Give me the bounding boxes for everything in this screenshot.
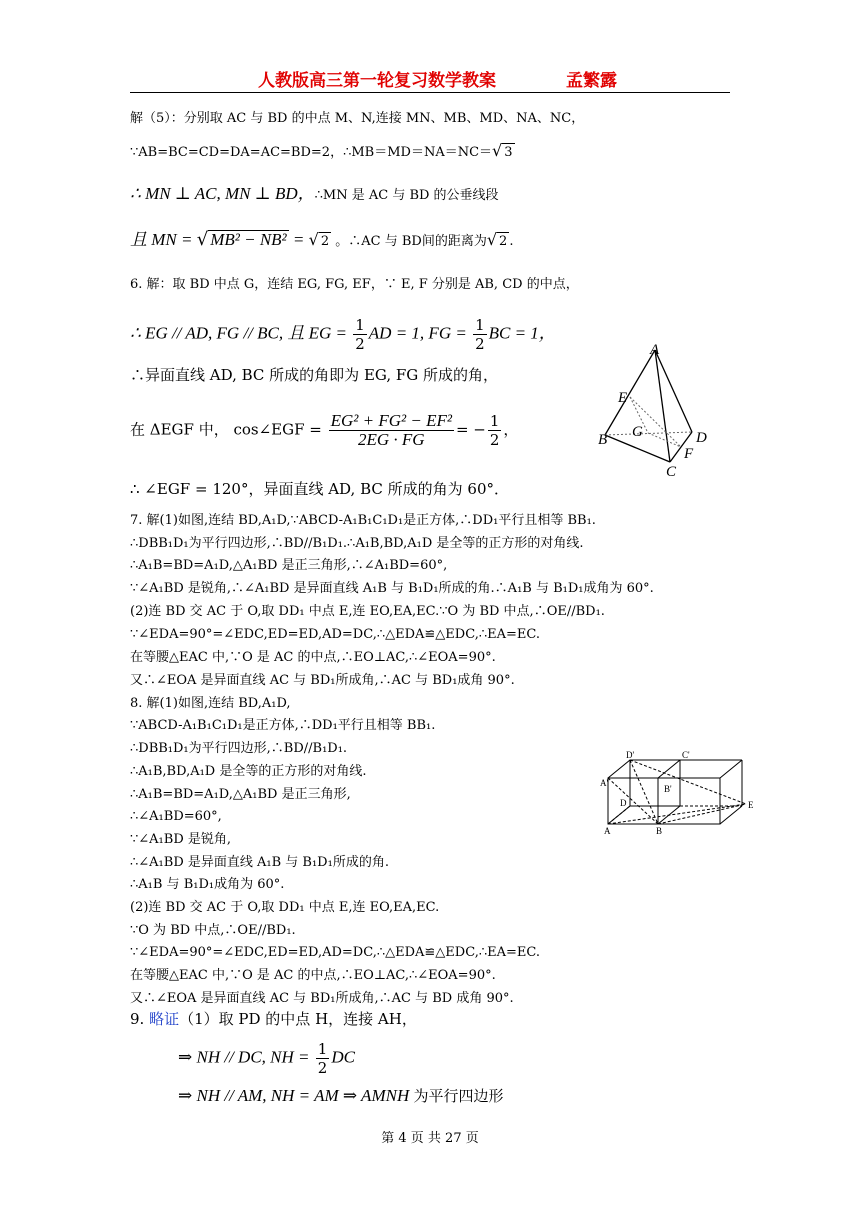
s7-line-2: ∴DBB₁D₁为平行四边形,∴BD//B₁D₁.∴A₁B,BD,A₁D 是全等的正方形的对角线. bbox=[130, 536, 584, 551]
s5-line-1: 解（5）：分别取 AC 与 BD 的中点 M、N,连接 MN、MB、MD、NA、NC， bbox=[130, 111, 585, 126]
label-C: C bbox=[666, 464, 677, 480]
label-F: F bbox=[684, 446, 694, 462]
label-G: G bbox=[632, 424, 643, 440]
segment-GF bbox=[648, 433, 681, 447]
fraction-half: $\frac{1}{2}$ bbox=[475, 316, 485, 353]
fraction-half: $\frac{1}{2}$ bbox=[489, 412, 500, 449]
fraction-cos-egf: $\frac{\text{EG² + FG² − EF²}}{2EG \cdot FG}$ bbox=[330, 411, 452, 449]
fraction-half: $\frac{1}{2}$ bbox=[317, 1040, 328, 1077]
s7-line-3: ∴A₁B=BD=A₁D,△A₁BD 是正三角形,∴∠A₁BD=60°, bbox=[130, 558, 448, 573]
s6-line-3: ∴异面直线 AD, BC 所成的角即为 EG, FG 所成的角， bbox=[130, 366, 499, 384]
fraction-half: $\frac{1}{2}$ bbox=[355, 316, 365, 353]
s8-line-12: ∵∠EDA=90°=∠EDC,ED=ED,AD=DC,∴△EDA≌△EDC,∴EA=EC. bbox=[130, 945, 540, 960]
label-C1: C' bbox=[682, 750, 690, 760]
s6-line-2: ∴ EG // AD, FG // BC, 且 EG = $\frac{1}{2}$ AD = 1, FG = $\frac{1}{2}$ BC = 1， bbox=[130, 316, 556, 353]
s7-line-7: 在等腰△EAC 中,∵O 是 AC 的中点,∴EO⊥AC,∴∠EOA=90°. bbox=[130, 650, 496, 665]
edge-AB bbox=[605, 350, 655, 435]
s8-line-6: ∴∠A₁BD=60°, bbox=[130, 809, 222, 824]
s8-line-13: 在等腰△EAC 中,∵O 是 AC 的中点,∴EO⊥AC,∴∠EOA=90°. bbox=[130, 968, 496, 983]
header-author: 孟繁露 bbox=[566, 71, 617, 91]
s7-line-6: ∵∠EDA=90°=∠EDC,ED=ED,AD=DC,∴△EDA≌△EDC,∴EA=EC. bbox=[130, 627, 540, 642]
s6-line-1: 6. 解：取 BD 中点 G，连结 EG, FG, EF，∵ E, F 分别是 AB, CD 的中点， bbox=[130, 277, 579, 292]
sqrt-3: 3 bbox=[504, 145, 513, 160]
s7-line-8: 又∴∠EOA 是异面直线 AC 与 BD₁所成角,∴AC 与 BD₁成角 90°. bbox=[130, 673, 515, 688]
s8-line-3: ∴DBB₁D₁为平行四边形,∴BD//B₁D₁. bbox=[130, 741, 348, 756]
label-D: D bbox=[696, 430, 707, 446]
page-footer: 第 4 页 共 27 页 bbox=[381, 1131, 479, 1146]
s5-line-3: ∴ MN ⊥ AC, MN ⊥ BD，∴MN 是 AC 与 BD 的公垂线段 bbox=[130, 184, 499, 203]
s7-line-1: 7. 解(1)如图,连结 BD,A₁D,∵ABCD-A₁B₁C₁D₁是正方体,∴DD₁平行且相等 BB₁. bbox=[130, 513, 596, 528]
s7-line-4: ∵∠A₁BD 是锐角,∴∠A₁BD 是异面直线 A₁B 与 B₁D₁所成的角.∴A₁B 与 B₁D₁成角为 60°. bbox=[130, 581, 654, 596]
header-title: 人教版高三第一轮复习数学教案 bbox=[258, 71, 496, 91]
s6-line-4: 在 ΔEGF 中， cos∠EGF = $\frac{\text{EG² + FG² − EF²}}{2EG \cdot FG}$ = − $\frac{1}{2}$ ， bbox=[130, 411, 519, 449]
s8-line-2: ∵ABCD-A₁B₁C₁D₁是正方体,∴DD₁平行且相等 BB₁. bbox=[130, 718, 436, 733]
label-D1: D' bbox=[626, 750, 635, 760]
s8-line-7: ∵∠A₁BD 是锐角, bbox=[130, 832, 232, 847]
s9-line-3: ⇒ NH // AM, NH = AM ⇒ AMNH 为平行四边形 bbox=[178, 1086, 504, 1105]
s9-line-1: 9. 略证（1）取 PD 的中点 H，连接 AH， bbox=[130, 1010, 417, 1028]
label-B1: B' bbox=[664, 784, 672, 794]
s8-line-9: ∴A₁B 与 B₁D₁成角为 60°. bbox=[130, 877, 285, 892]
label-A: A bbox=[650, 342, 660, 358]
s8-line-14: 又∴∠EOA 是异面直线 AC 与 BD₁所成角,∴AC 与 BD 成角 90°. bbox=[130, 991, 514, 1006]
s8-line-5: ∴A₁B=BD=A₁D,△A₁BD 是正三角形, bbox=[130, 787, 351, 802]
sqrt-mb-nb: MB² − NB² bbox=[210, 230, 287, 249]
label-A1: A' bbox=[600, 778, 609, 788]
s9-line-2: ⇒ NH // DC, NH = $\frac{1}{2}$ DC bbox=[178, 1040, 355, 1077]
label-A: A bbox=[604, 826, 611, 836]
label-E: E bbox=[618, 390, 628, 406]
s8-line-10: (2)连 BD 交 AC 于 O,取 DD₁ 中点 E,连 EO,EA,EC. bbox=[130, 900, 440, 915]
s9-label: 略证 bbox=[149, 1010, 180, 1028]
label-E: E bbox=[748, 800, 754, 810]
tetrahedron-figure bbox=[590, 340, 720, 480]
s8-line-1: 8. 解(1)如图,连结 BD,A₁D, bbox=[130, 696, 291, 711]
s8-line-11: ∵O 为 BD 中点,∴OE//BD₁. bbox=[130, 923, 296, 938]
s8-line-4: ∴A₁B,BD,A₁D 是全等的正方形的对角线. bbox=[130, 764, 367, 779]
s5-line-4: 且 MN = √ MB² − NB² = √ 2 。∴AC 与 BD间的距离为√ 2 . bbox=[130, 229, 514, 250]
page-header bbox=[130, 66, 730, 93]
cube-figure bbox=[600, 748, 760, 840]
label-B: B bbox=[598, 432, 608, 448]
s5-line-2: ∵AB=BC=CD=DA=AC=BD=2，∴MB＝MD＝NA＝NC＝√ 3 bbox=[130, 141, 513, 160]
left-cube-back bbox=[630, 760, 680, 806]
label-D: D bbox=[620, 798, 627, 808]
s7-line-5: (2)连 BD 交 AC 于 O,取 DD₁ 中点 E,连 EO,EA,EC.∵O 为 BD 中点,∴OE//BD₁. bbox=[130, 604, 605, 619]
label-B: B bbox=[656, 826, 663, 836]
s8-line-8: ∴∠A₁BD 是异面直线 A₁B 与 B₁D₁所成的角. bbox=[130, 855, 389, 870]
s6-line-5: ∴ ∠EGF = 120°，异面直线 AD, BC 所成的角为 60°． bbox=[130, 480, 509, 498]
